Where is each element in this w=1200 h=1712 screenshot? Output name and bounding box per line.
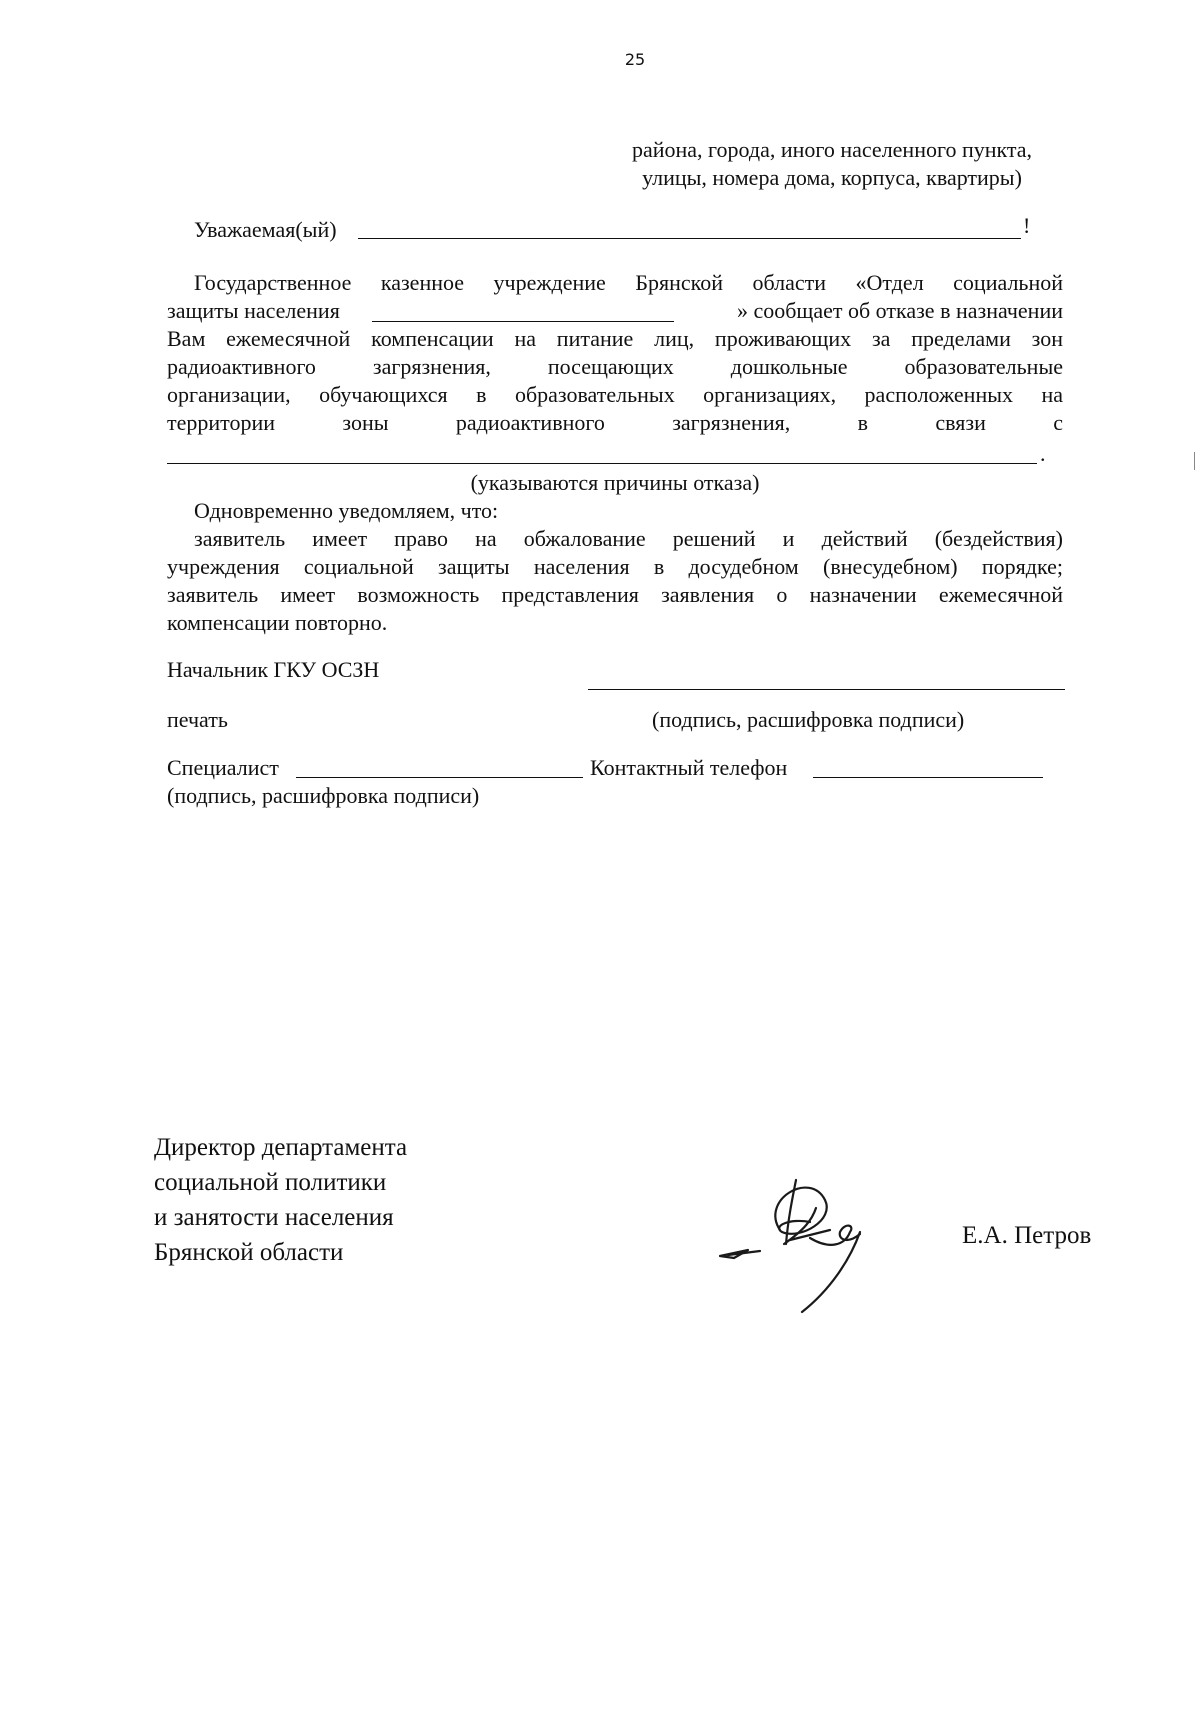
director-title-line-2: социальной политики — [154, 1169, 387, 1196]
address-note — [612, 136, 1052, 192]
greeting-exclamation: ! — [1023, 213, 1031, 238]
director-name: Е.А. Петров — [962, 1222, 1092, 1249]
refusal-reason-field — [167, 463, 1037, 464]
body-line-2-end: » сообщает об отказе в назначении — [736, 298, 1063, 323]
body-line-5: организации, обучающихся в образовательных организациях, расположенных на — [167, 382, 1063, 407]
page-number: 25 — [624, 50, 646, 69]
specialist-label: Специалист — [167, 755, 279, 780]
body-line-3: Вам ежемесячной компенсации на питание лиц, проживающих за пределами зон — [167, 326, 1063, 351]
phone-label: Контактный телефон — [590, 755, 788, 780]
body-line-4: радиоактивного загрязнения, посещающих дошкольные образовательные — [167, 354, 1063, 379]
chief-signature-field — [588, 689, 1065, 690]
chief-signature-caption: (подпись, расшифровка подписи) — [652, 707, 965, 732]
body-line-2-start: защиты населения — [167, 298, 340, 323]
stamp-label: печать — [167, 707, 228, 732]
recipient-name-field — [358, 238, 1021, 239]
director-signature — [700, 1160, 930, 1330]
reason-caption: (указываются причины отказа) — [470, 470, 760, 495]
notify-line-4: компенсации повторно. — [167, 610, 388, 635]
address-note-line-2: улицы, номера дома, корпуса, квартиры) — [642, 165, 1022, 190]
body-line-1: Государственное казенное учреждение Брянской области «Отдел социальной — [194, 270, 1063, 295]
specialist-signature-caption: (подпись, расшифровка подписи) — [167, 783, 480, 808]
director-title — [154, 1130, 407, 1270]
chief-label: Начальник ГКУ ОСЗН — [167, 657, 380, 682]
director-title-line-1: Директор департамента — [154, 1134, 408, 1161]
notify-line-2: учреждения социальной защиты населения в досудебном (внесудебном) порядке; — [167, 554, 1063, 579]
scan-margin-mark — [1194, 452, 1195, 470]
phone-field — [813, 777, 1043, 778]
director-title-line-3: и занятости населения — [154, 1204, 394, 1231]
notify-intro: Одновременно уведомляем, что: — [194, 498, 499, 523]
greeting-label: Уважаемая(ый) — [194, 217, 337, 242]
department-name-field — [372, 321, 674, 322]
director-title-line-4: Брянской области — [154, 1239, 344, 1266]
notify-line-1: заявитель имеет право на обжалование решений и действий (бездействия) — [194, 526, 1063, 551]
body-line-6: территории зоны радиоактивного загрязнения, в связи с — [167, 410, 1063, 435]
notify-line-3: заявитель имеет возможность представления заявления о назначении ежемесячной — [167, 582, 1063, 607]
address-note-line-1: района, города, иного населенного пункта, — [631, 137, 1033, 162]
specialist-signature-field — [296, 777, 583, 778]
body-line-7-end: . — [1040, 441, 1046, 466]
